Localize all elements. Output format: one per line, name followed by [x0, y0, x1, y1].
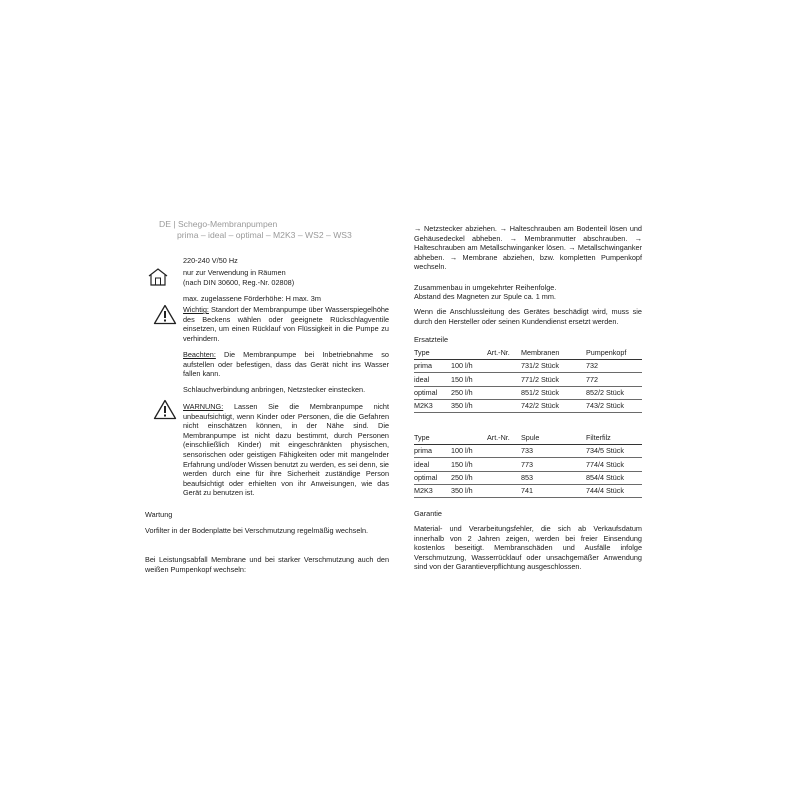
wartung-heading: Wartung	[145, 510, 173, 519]
header-models: prima – ideal – optimal – M2K3 – WS2 – WS3	[177, 230, 352, 240]
table-cell: 100 l/h	[451, 360, 487, 373]
table-header-row	[414, 432, 642, 445]
table-cell: 772	[586, 373, 642, 386]
wichtig-text: Standort der Membranpumpe über Wasserspiegelhöhe des Beckens wählen oder geeignete Rückschlagventile einsetzen, um einen Rücklauf von Flüssigkeit in die Pumpe zu verhindern.	[183, 305, 389, 343]
table-cell	[487, 360, 521, 373]
wartung-text: Vorfilter in der Bodenplatte bei Verschmutzung regelmäßig wechseln.	[145, 526, 369, 535]
beachten-paragraph	[183, 350, 389, 379]
header-cell	[451, 432, 487, 445]
wichtig-paragraph	[183, 305, 389, 343]
header-cell: Spule	[521, 432, 586, 445]
warnung-label: WARNUNG:	[183, 402, 224, 411]
table-cell: prima	[414, 445, 451, 458]
table-row	[414, 471, 642, 484]
voltage-text: 220-240 V/50 Hz	[183, 256, 238, 265]
table-cell: 733	[521, 445, 586, 458]
table-cell: 741	[521, 484, 586, 497]
table-cell: M2K3	[414, 399, 451, 412]
table-cell: 774/4 Stück	[586, 458, 642, 471]
table-cell: 150 l/h	[451, 373, 487, 386]
warnung-paragraph	[183, 402, 389, 498]
coil-filter-table	[414, 432, 642, 498]
beachten-text: Die Membranpumpe bei Inbetriebnahme so aufstellen oder befestigen, dass das Gerät nicht ins Wasser fallen kann.	[183, 350, 389, 379]
cable-notice: Wenn die Anschlussleitung des Gerätes beschädigt wird, muss sie durch den Hersteller oder seinen Kundendienst ersetzt werden.	[414, 307, 642, 326]
table-cell: 852/2 Stück	[586, 386, 642, 399]
warning-triangle-icon	[153, 399, 177, 420]
hose-connection-text: Schlauchverbindung anbringen, Netzstecker einstecken.	[183, 385, 366, 394]
table-cell: 250 l/h	[451, 471, 487, 484]
din-reference: (nach DIN 30600, Reg.-Nr. 02808)	[183, 277, 295, 287]
house-icon	[146, 266, 172, 287]
disassembly-steps: → Netzstecker abziehen. → Halteschrauben am Bodenteil lösen und Gehäusedeckel abheben. → Membranmutter abschrauben. → Halteschrauben am Metallschwinganker lösen. → Metallschwinganker abheben. → Membrane abziehen, bzw. kompletten Pumpenkopf wechseln.	[414, 224, 642, 272]
header-cell	[451, 347, 487, 360]
table-cell: 744/4 Stück	[586, 484, 642, 497]
table-cell: 350 l/h	[451, 399, 487, 412]
table-cell	[487, 373, 521, 386]
table-cell: 854/4 Stück	[586, 471, 642, 484]
table-cell: ideal	[414, 458, 451, 471]
table-cell: 731/2 Stück	[521, 360, 586, 373]
table-row	[414, 373, 642, 386]
warning-triangle-icon	[153, 304, 177, 325]
header-cell: Type	[414, 347, 451, 360]
table-cell: 853	[521, 471, 586, 484]
magnet-distance-text: Abstand des Magneten zur Spule ca. 1 mm.	[414, 292, 556, 301]
table-cell: 851/2 Stück	[521, 386, 586, 399]
warnung-text: Lassen Sie die Membranpumpe nicht unbeaufsichtigt, wenn Kinder oder Personen, die die Gefahren nicht einschätzen können, in der Nähe sind. Die Membranpumpe ist nicht dazu bestimmt, durch Personen (einschließlich Kinder) mit eingeschränkten physischen, sensorischen oder geistigen Fähigkeiten oder mit mangelnder Erfahrung und/oder Wissen benutzt zu werden, es sei denn, sie werden durch eine für ihre Sicherheit zuständige Person beaufsichtigt oder erhielten von ihr Anweisungen, wie das Gerät zu benutzen ist.	[183, 402, 389, 498]
table-cell	[487, 399, 521, 412]
table-row	[414, 484, 642, 497]
table-cell: prima	[414, 360, 451, 373]
spare-parts-table	[414, 347, 642, 413]
header-cell: Art.-Nr.	[487, 347, 521, 360]
table-header-row	[414, 347, 642, 360]
leistung-text: Bei Leistungsabfall Membrane und bei starker Verschmutzung auch den weißen Pumpenkopf wechseln:	[145, 555, 389, 574]
table-cell: 771/2 Stück	[521, 373, 586, 386]
table-row	[414, 360, 642, 373]
table-cell: 150 l/h	[451, 458, 487, 471]
table-cell: 100 l/h	[451, 445, 487, 458]
table-cell: optimal	[414, 471, 451, 484]
table-row	[414, 399, 642, 412]
header-title: DE | Schego-Membranpumpen	[159, 219, 278, 229]
header-cell: Type	[414, 432, 451, 445]
table-cell	[487, 386, 521, 399]
garantie-text: Material- und Verarbeitungsfehler, die sich ab Verkaufsdatum innerhalb von 2 Jahren zeigen, werden bei freier Einsendung kostenlos beseitigt. Membranschäden und Ausfälle infolge Verschmutzung, Wasserrücklauf oder unsachgemäßer Anwendung sind von der Garantieverpflichtung ausgeschlossen.	[414, 524, 642, 572]
table-cell	[487, 458, 521, 471]
beachten-label: Beachten:	[183, 350, 216, 359]
wichtig-label: Wichtig:	[183, 305, 209, 314]
table-cell: 742/2 Stück	[521, 399, 586, 412]
reassembly-text: Zusammenbau in umgekehrter Reihenfolge.	[414, 283, 557, 292]
header-cell: Pumpenkopf	[586, 347, 642, 360]
table-cell: 732	[586, 360, 642, 373]
table-row	[414, 445, 642, 458]
table-cell: 773	[521, 458, 586, 471]
max-height-text: max. zugelassene Förderhöhe: H max. 3m	[183, 294, 321, 303]
table-cell	[487, 484, 521, 497]
table-row	[414, 458, 642, 471]
table-cell: M2K3	[414, 484, 451, 497]
table-cell	[487, 445, 521, 458]
document-header	[159, 219, 352, 241]
table-cell	[487, 471, 521, 484]
indoor-use-line: nur zur Verwendung in Räumen	[183, 268, 286, 277]
indoor-use-text	[183, 268, 389, 287]
table-cell: ideal	[414, 373, 451, 386]
table-cell: 250 l/h	[451, 386, 487, 399]
table-cell: 350 l/h	[451, 484, 487, 497]
header-cell: Art.-Nr.	[487, 432, 521, 445]
ersatzteile-heading: Ersatzteile	[414, 335, 449, 344]
table-cell: 743/2 Stück	[586, 399, 642, 412]
header-cell: Membranen	[521, 347, 586, 360]
table-cell: optimal	[414, 386, 451, 399]
table-row	[414, 386, 642, 399]
table-cell: 734/5 Stück	[586, 445, 642, 458]
header-cell: Filterfilz	[586, 432, 642, 445]
garantie-heading: Garantie	[414, 509, 442, 518]
